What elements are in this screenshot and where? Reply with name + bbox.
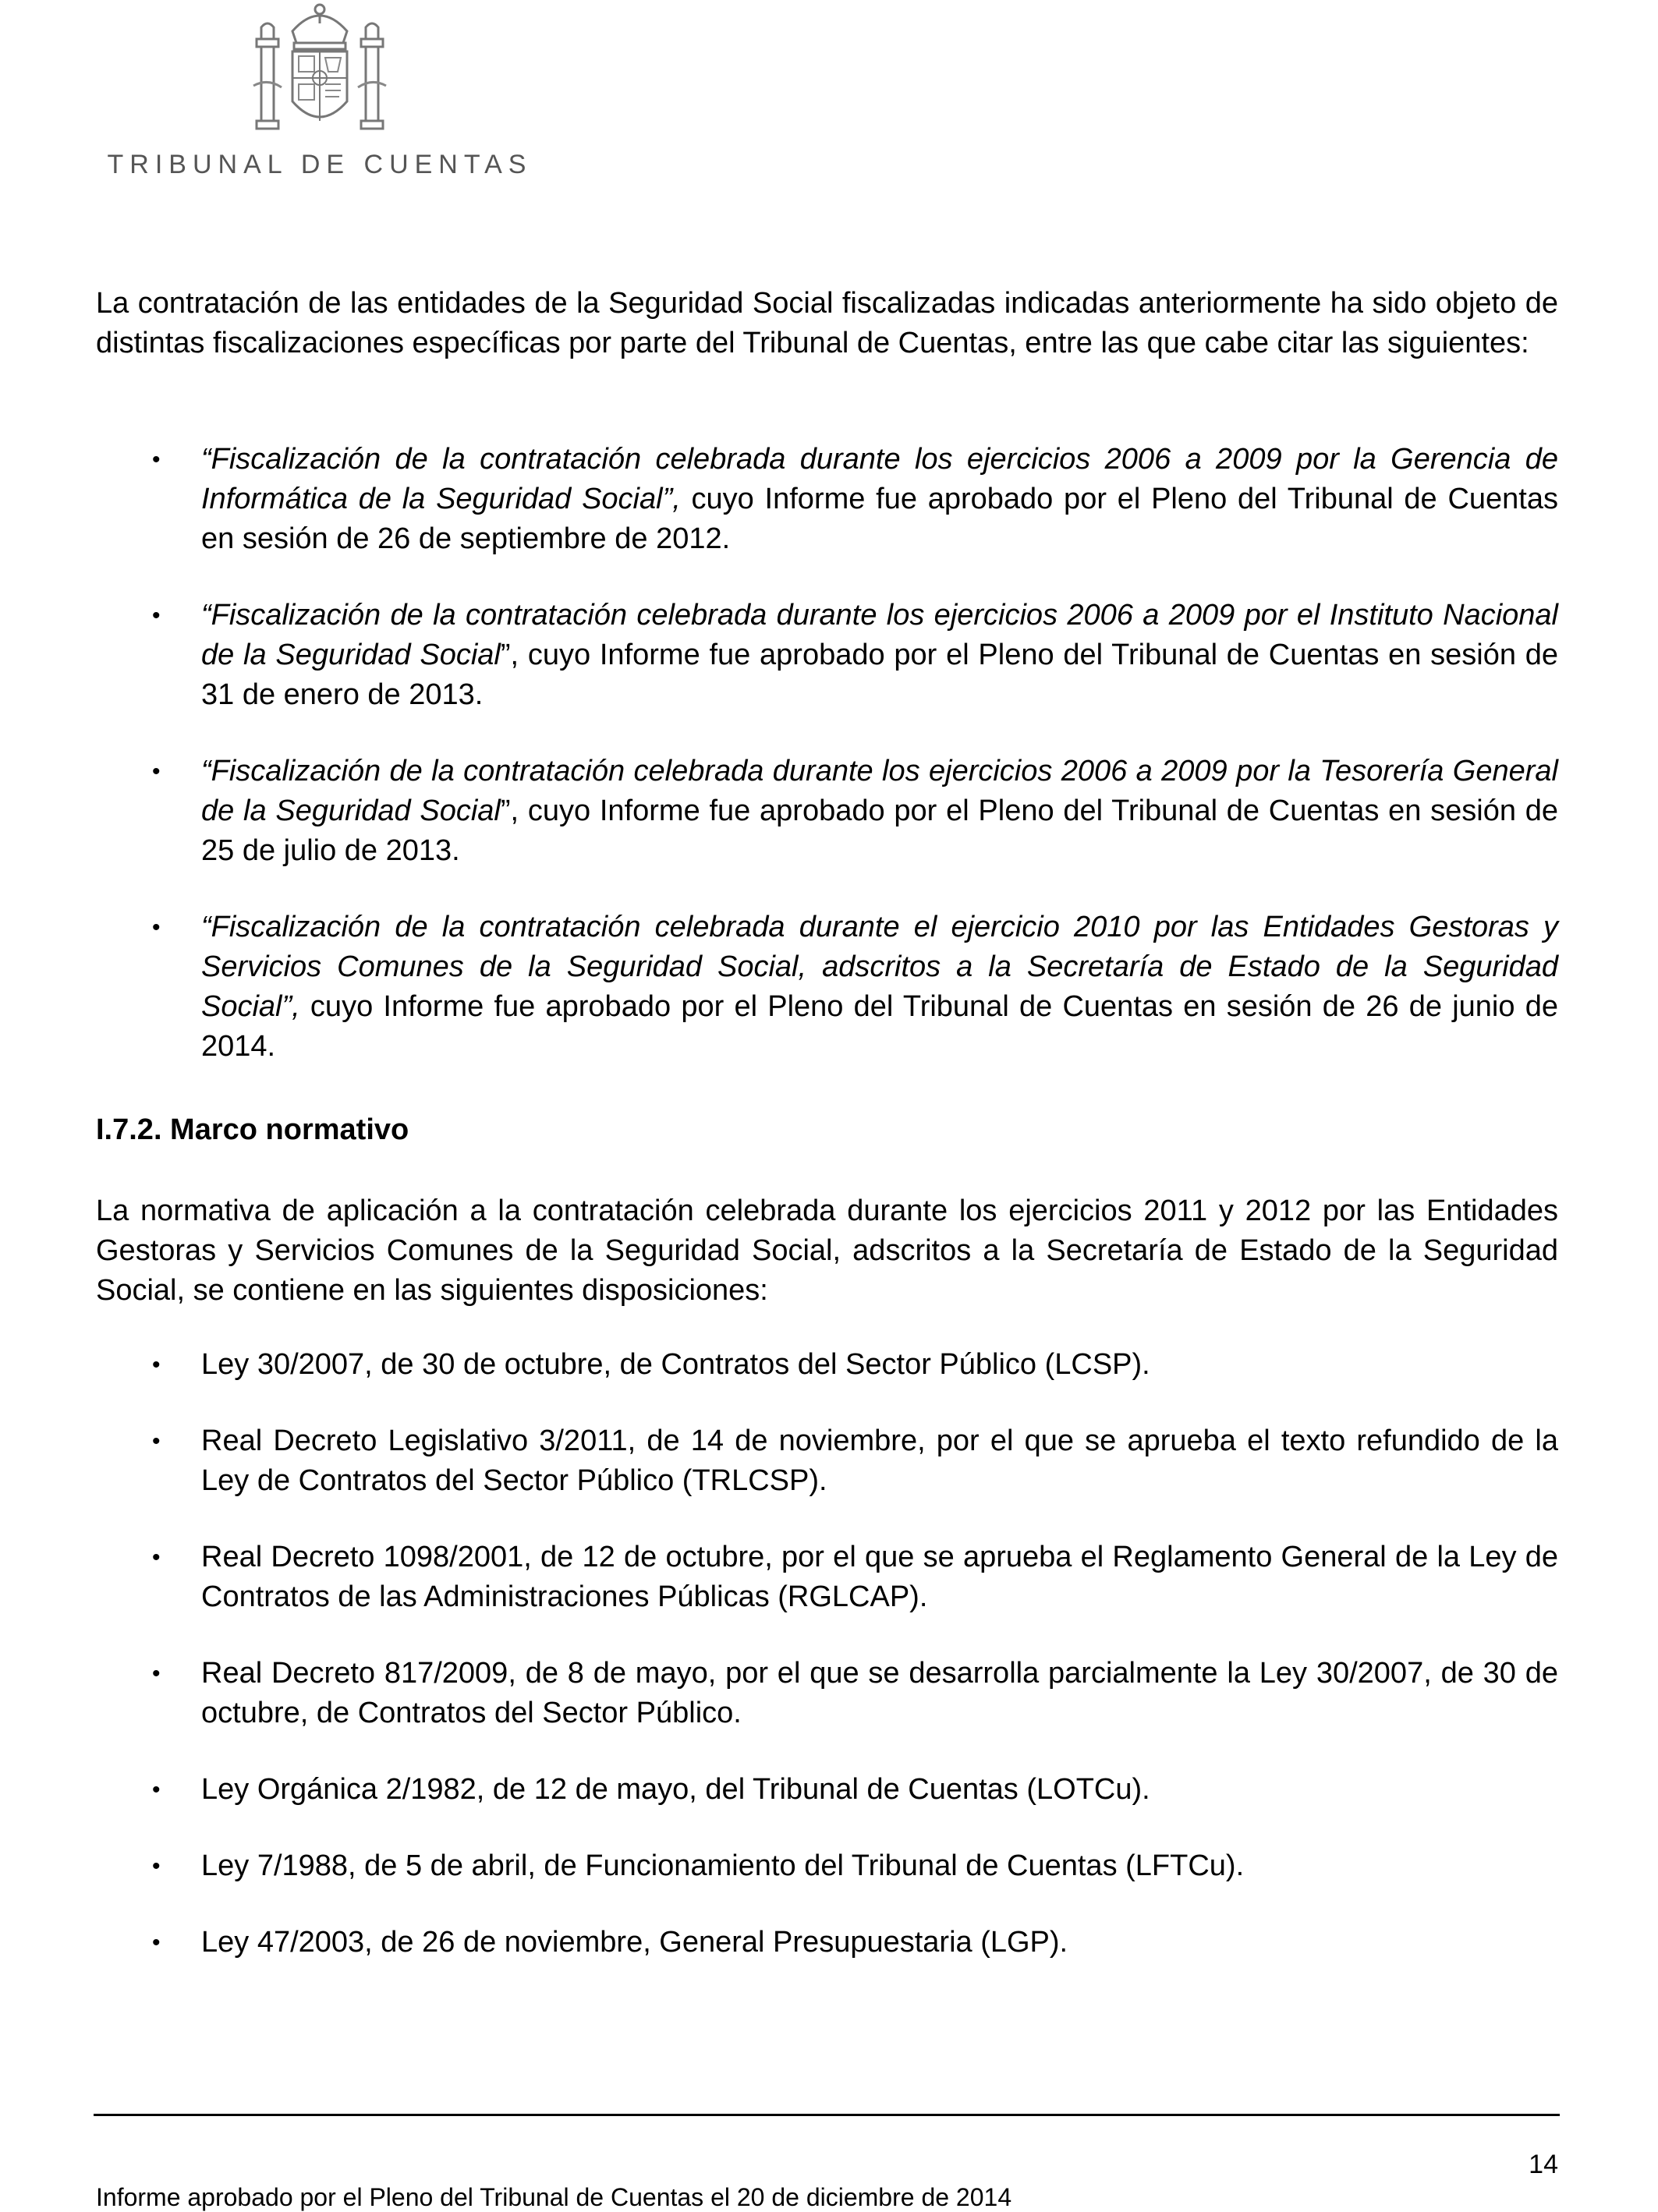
- footer-divider: [94, 2114, 1560, 2116]
- audits-list: [96, 440, 1558, 1103]
- bullet-icon: •: [152, 1352, 161, 1378]
- list-item: [96, 1654, 1558, 1733]
- section-heading: I.7.2. Marco normativo: [96, 1113, 409, 1146]
- institution-name: TRIBUNAL DE CUENTAS: [107, 150, 533, 179]
- document-header: [101, 0, 538, 187]
- list-item: [96, 440, 1558, 559]
- normativa-paragraph: La normativa de aplicación a la contratación celebrada durante los ejercicios 2011 y 2012 por las Entidades Gestoras y Servicios Comunes de la Seguridad Social, adscritos a la Secretaría de Estado de la Seguridad Social, se contiene en las siguientes disposiciones:: [96, 1194, 1558, 1307]
- audit-title: “Fiscalización de la contratación celebrada durante los ejercicios 2006 a 2009 por el Instituto Nacional de la Seguridad Social: [201, 599, 1558, 671]
- regulations-list: [96, 1345, 1558, 1999]
- bullet-icon: •: [152, 447, 161, 472]
- intro-paragraph: La contratación de las entidades de la Seguridad Social fiscalizadas indicadas anteriormente ha sido objeto de distintas fiscalizaciones específicas por parte del Tribunal de Cuentas, entre las que cabe citar las siguientes:: [96, 287, 1558, 359]
- audit-title: “Fiscalización de la contratación celebrada durante los ejercicios 2006 a 2009 por la Tesorería General de la Seguridad Social: [201, 755, 1558, 827]
- list-item: [96, 596, 1558, 715]
- audit-title: “Fiscalización de la contratación celebrada durante los ejercicios 2006 a 2009 por la Gerencia de Informática de la Seguridad Social”,: [201, 443, 1558, 515]
- bullet-icon: •: [152, 1777, 161, 1803]
- audit-detail: cuyo Informe fue aprobado por el Pleno del Tribunal de Cuentas en sesión de 26 de junio de 2014.: [201, 990, 1558, 1063]
- regulation-text: Ley 7/1988, de 5 de abril, de Funcionamiento del Tribunal de Cuentas (LFTCu).: [201, 1849, 1245, 1882]
- bullet-icon: •: [152, 759, 161, 784]
- audit-detail: ”, cuyo Informe fue aprobado por el Pleno del Tribunal de Cuentas en sesión de 31 de enero de 2013.: [201, 639, 1559, 711]
- bullet-icon: •: [152, 1853, 161, 1879]
- bullet-icon: •: [152, 603, 161, 628]
- list-item: [96, 1421, 1558, 1501]
- page-number: 14: [1529, 2150, 1558, 2179]
- list-item: [96, 752, 1558, 871]
- list-item: [96, 908, 1558, 1067]
- list-item: [96, 1846, 1558, 1886]
- list-item: [96, 1923, 1558, 1962]
- regulation-text: Ley 30/2007, de 30 de octubre, de Contratos del Sector Público (LCSP).: [201, 1348, 1150, 1381]
- list-item: [96, 1770, 1558, 1810]
- regulation-text: Ley Orgánica 2/1982, de 12 de mayo, del Tribunal de Cuentas (LOTCu).: [201, 1773, 1150, 1806]
- footer-text: Informe aprobado por el Pleno del Tribunal de Cuentas el 20 de diciembre de 2014: [96, 2183, 1012, 2211]
- bullet-icon: •: [152, 1661, 161, 1686]
- list-item: [96, 1538, 1558, 1617]
- coat-of-arms-icon: [246, 0, 394, 140]
- regulation-text: Real Decreto 817/2009, de 8 de mayo, por el que se desarrolla parcialmente la Ley 30/2007, de 30 de octubre, de Contratos del Sector Público.: [201, 1657, 1558, 1729]
- bullet-icon: •: [152, 1428, 161, 1454]
- regulation-text: Ley 47/2003, de 26 de noviembre, General Presupuestaria (LGP).: [201, 1926, 1068, 1959]
- bullet-icon: •: [152, 1545, 161, 1570]
- regulation-text: Real Decreto Legislativo 3/2011, de 14 de noviembre, por el que se aprueba el texto refundido de la Ley de Contratos del Sector Público (TRLCSP).: [201, 1425, 1558, 1497]
- audit-title: “Fiscalización de la contratación celebrada durante el ejercicio 2010 por las Entidades Gestoras y Servicios Comunes de la Seguridad Social, adscritos a la Secretaría de Estado de la Seguridad Social”,: [201, 911, 1558, 1023]
- audit-detail: ”, cuyo Informe fue aprobado por el Pleno del Tribunal de Cuentas en sesión de 25 de julio de 2013.: [201, 795, 1559, 867]
- bullet-icon: •: [152, 1930, 161, 1955]
- bullet-icon: •: [152, 915, 161, 940]
- audit-detail: cuyo Informe fue aprobado por el Pleno del Tribunal de Cuentas en sesión de 26 de septiembre de 2012.: [201, 483, 1558, 555]
- list-item: [96, 1345, 1558, 1385]
- regulation-text: Real Decreto 1098/2001, de 12 de octubre, por el que se aprueba el Reglamento General de la Ley de Contratos de las Administraciones Públicas (RGLCAP).: [201, 1541, 1558, 1613]
